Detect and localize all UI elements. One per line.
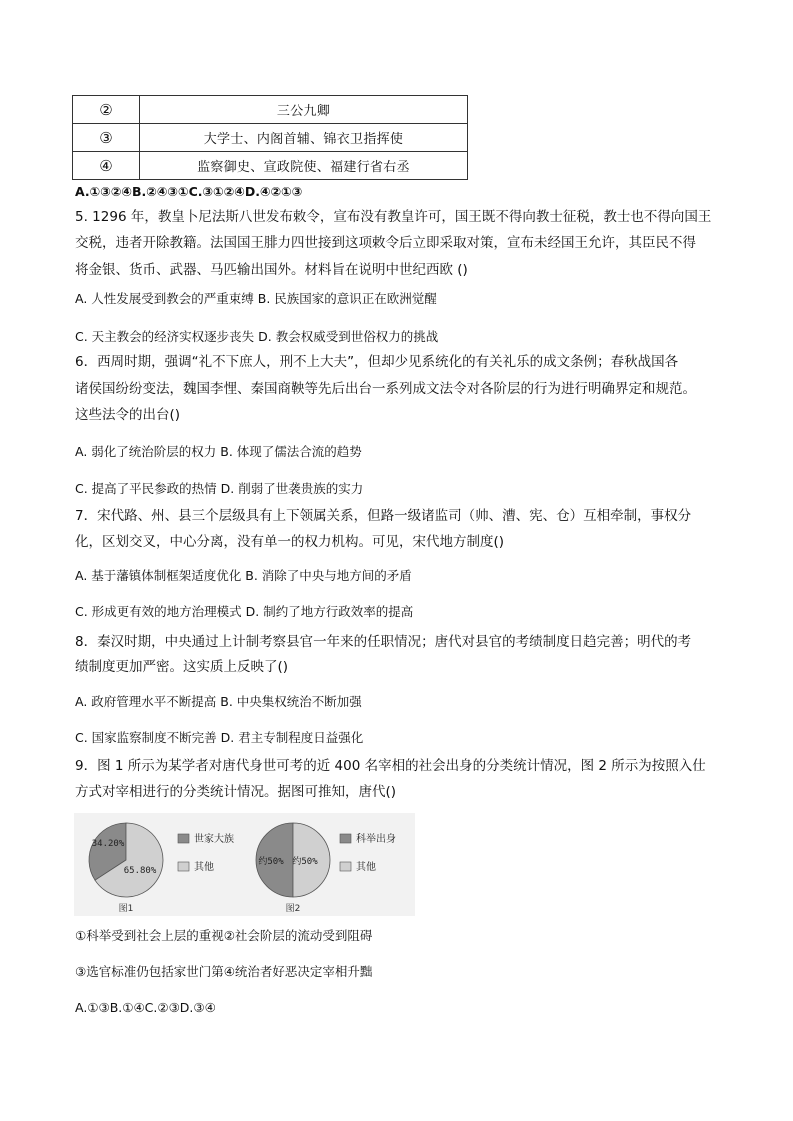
pie-value-label: 34.20% (91, 839, 125, 849)
chart-title: 图2 (285, 904, 301, 914)
legend-swatch (340, 862, 351, 871)
q5-stem-line2: 交税，违者开除教籍。法国国王腓力四世接到这项敕令后立即采取对策，宣布未经国王允许，其臣民不得 (75, 235, 696, 251)
table-row (73, 124, 468, 152)
table-cell-number: ④ (73, 152, 140, 180)
table-cell-number: ③ (73, 124, 140, 152)
q5-stem-line3: 将金银、货币、武器、马匹输出国外。材料旨在说明中世纪西欧 () (75, 262, 468, 278)
legend-swatch (340, 834, 351, 843)
q6-stem-line3: 这些法令的出台() (75, 407, 181, 423)
q9-stem-line2: 方式对宰相进行的分类统计情况。据图可推知，唐代() (75, 784, 397, 800)
legend-label: 其他 (194, 862, 214, 873)
q5-stem-line1: 5. 1296 年，教皇卜尼法斯八世发布敕令，宣布没有教皇许可，国王既不得向教士征税，教士也不得向国王 (75, 209, 712, 225)
pie-value-label: 65.80% (123, 866, 157, 876)
q6-options-cd: C. 提高了平民参政的热情 D. 削弱了世袭贵族的实力 (75, 481, 364, 496)
q7-stem-line2: 化，区划交叉，中心分离，没有单一的权力机构。可见，宋代地方制度() (75, 534, 505, 550)
table-cell-text: 三公九卿 (140, 96, 468, 124)
chart-title: 图1 (118, 904, 134, 914)
q6-stem-line1: 6．西周时期，强调“礼不下庶人，刑不上大夫”，但却少见系统化的有关礼乐的成文条例；春秋战国各 (75, 354, 679, 370)
legend-swatch (178, 862, 189, 871)
q8-options-cd: C. 国家监察制度不断完善 D. 君主专制程度日益强化 (75, 730, 364, 745)
legend-label: 科举出身 (356, 834, 396, 845)
legend-label: 其他 (356, 862, 376, 873)
q6-options-ab: A. 弱化了统治阶层的权力 B. 体现了儒法合流的趋势 (75, 444, 362, 459)
q7-options-ab: A. 基于藩镇体制框架适度优化 B. 消除了中央与地方间的矛盾 (75, 568, 412, 583)
q8-options-ab: A. 政府管理水平不断提高 B. 中央集权统治不断加强 (75, 694, 362, 709)
q9-stem-line1: 9．图 1 所示为某学者对唐代身世可考的近 400 名宰相的社会出身的分类统计情况，图 2 所示为按照入仕 (75, 758, 706, 774)
q8-stem-line1: 8．秦汉时期，中央通过上计制考察县官一年来的任职情况；唐代对县官的考绩制度日趋完善；明代的考 (75, 634, 692, 650)
pie-value-label: 约50% (292, 857, 318, 867)
q5-options-cd: C. 天主教会的经济实权逐步丧失 D. 教会权威受到世俗权力的挑战 (75, 329, 439, 344)
q4-options: A.①③②④B.②④③①C.③①②④D.④②①③ (75, 184, 303, 199)
legend-label: 世家大族 (194, 834, 234, 845)
table-cell-text: 大学士、内阁首辅、锦衣卫指挥使 (140, 124, 468, 152)
q6-stem-line2: 诸侯国纷纷变法，魏国李悝、秦国商鞅等先后出台一系列成文法令对各阶层的行为进行明确界定和规范。 (75, 381, 696, 397)
q9-statement-3-4: ③选官标准仍包括家世门第④统治者好恶决定宰相升黜 (75, 964, 373, 979)
q8-stem-line2: 绩制度更加严密。这实质上反映了() (75, 659, 289, 675)
pie-value-label: 约50% (258, 857, 284, 867)
q9-statement-1-2: ①科举受到社会上层的重视②社会阶层的流动受到阻碍 (75, 928, 373, 943)
pie-charts-figure (74, 813, 415, 916)
table-cell-number: ② (73, 96, 140, 124)
q5-options-ab: A. 人性发展受到教会的严重束缚 B. 民族国家的意识正在欧洲觉醒 (75, 291, 437, 306)
q9-options: A.①③B.①④C.②③D.③④ (75, 1000, 216, 1015)
official-titles-table (72, 95, 468, 180)
legend-swatch (178, 834, 189, 843)
table-row (73, 152, 468, 180)
table-cell-text: 监察御史、宣政院使、福建行省右丞 (140, 152, 468, 180)
q7-stem-line1: 7．宋代路、州、县三个层级具有上下领属关系，但路一级诸监司（帅、漕、宪、仓）互相牵制，事权分 (75, 508, 692, 524)
table-row (73, 96, 468, 124)
q7-options-cd: C. 形成更有效的地方治理模式 D. 制约了地方行政效率的提高 (75, 604, 414, 619)
pie-charts-svg (74, 813, 415, 916)
